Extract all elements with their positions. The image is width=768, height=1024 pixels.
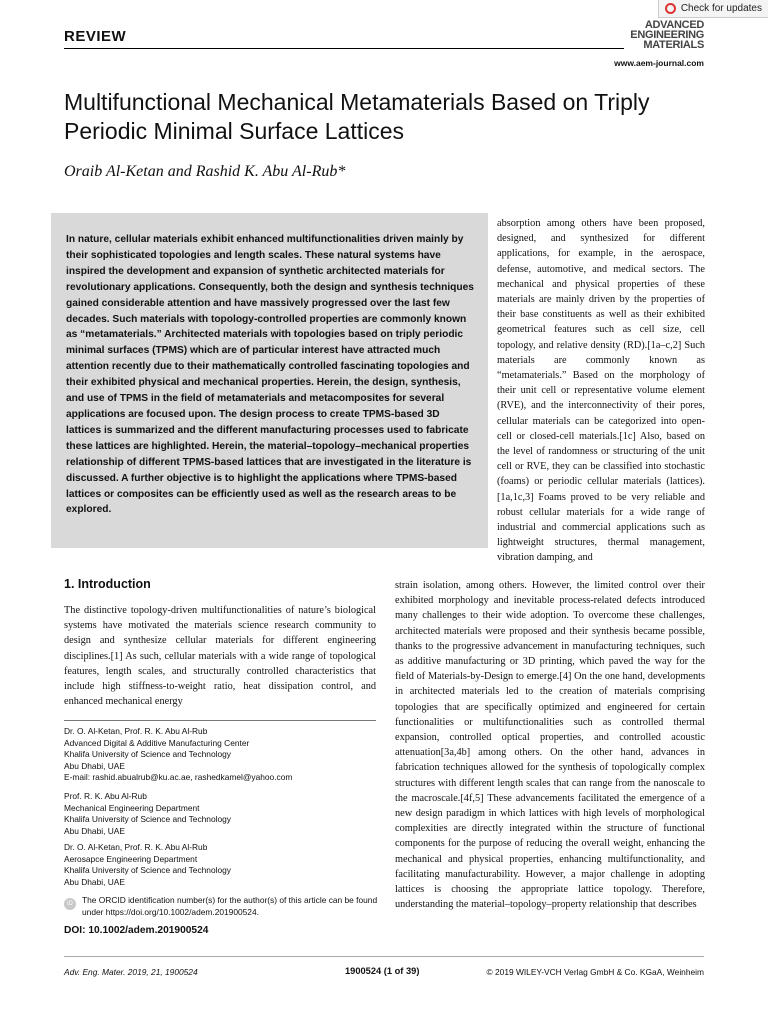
footer-copyright: © 2019 WILEY-VCH Verlag GmbH & Co. KGaA, Weinheim — [486, 967, 704, 977]
intro-paragraph-left: The distinctive topology-driven multifunctionalities of nature’s biological systems have motivated the materials science research community to design and synthesize cellular materials for different engineering disciplines.[1] As such, cellular materials with a wide range of topological features, length scales, and structurally controlled characteristics that include high stiffness-to-weight ratio, heat dissipation control, and enhanced mechanical energy — [64, 605, 376, 708]
logo-line-1: ADVANCED — [644, 19, 704, 31]
journal-logo — [630, 20, 704, 50]
section-heading-introduction: 1. Introduction — [64, 577, 151, 591]
intro-paragraph-right-bottom: strain isolation, among others. However, the limited control over their exhibited morphology and inevitable process-related defects introduced many challenges to their wide adoption. To overcome these challenges, architected materials were proposed and their synthesis became possible, thanks to the progressive advancement in manufacturing techniques, such as additive manufacturing or 3D printing, which paved the way for the field of Materials-by-Design to emerge.[4] On the one hand, developments in architected materials led to the creation of materials comprising topologies that are specifically optimized and engineered for certain functionalities or multifunctionalities such as controlled thermal expansion, controlled optical properties, and controlled acoustic attenuation[3a,4b] among others. On the other hand, advances in fabrication techniques allowed for the synthesis of topologically complex structures with different length scales that can range from the nanoscale to the macroscale.[4f,5] These advancements facilitated the emergence of a new design paradigm in which lattices with high levels of morphological complexities are directly integrated within the structure of functional components for the purpose of reducing the overall weight, enhancing the mechanical and physical properties, enhancing multifunctionality, and facilitating manufacturability. However, a major challenge in adopting lattices is choosing the appropriate lattice topology. Therefore, understanding the material–topology–property relationship that describes — [395, 580, 705, 911]
footer-citation: Adv. Eng. Mater. 2019, 21, 1900524 — [64, 967, 198, 977]
affiliation-2: Prof. R. K. Abu Al-Rub Mechanical Engineering Department Khalifa University of Science and Technology Abu Dhabi, UAE — [64, 791, 231, 836]
orcid-note: The ORCID identification number(s) for the author(s) of this article can be found under https://doi.org/10.1002/adem.201900524. — [82, 895, 378, 917]
doi-link[interactable]: DOI: 10.1002/adem.201900524 — [64, 925, 209, 936]
check-for-updates-label: Check for updates — [680, 3, 762, 14]
section-label: REVIEW — [64, 28, 127, 45]
affiliation-rule — [64, 720, 376, 721]
header-rule — [64, 48, 624, 49]
logo-line-2: ENGINEERING — [630, 29, 704, 41]
author-list: Oraib Al-Ketan and Rashid K. Abu Al-Rub* — [64, 163, 346, 180]
abstract-text: In nature, cellular materials exhibit enhanced multifunctionalities driven mainly by their sophisticated topologies and length scales. These natural systems have inspired the development and expansion of synthetic architected materials for revolutionary applications. Consequently, both the design and synthesis techniques gained considerable attention and have massively progressed over the last few decades. Such materials with topology-controlled properties are commonly known as “metamaterials.” Architected materials with topologies based on triply periodic minimal surfaces (TPMS) which are of particular interest have attracted much attention recently due to their mathematically controlled fascinating topologies and their exhibited physical and mechanical properties. Herein, the design, synthesis, and use of TPMS in the field of metamaterials and metacomposites for several applications are focused upon. The design process to create TPMS-based 3D lattices is summarized and the different manufacturing processes used to fabricate these lattices are highlighted. Herein, the material–topology–mechanical properties relationship of different TPMS-based lattices that are investigated in the literature is discussed. A further objective is to highlight the applications where TPMS-based lattices or composites can be efficiently used as well as the research areas to be explored. — [66, 234, 474, 516]
crossmark-icon — [665, 3, 676, 14]
logo-line-3: MATERIALS — [643, 39, 704, 51]
orcid-icon[interactable]: iD — [64, 898, 76, 910]
journal-url-link[interactable]: www.aem-journal.com — [614, 58, 704, 68]
footer-page-number: 1900524 (1 of 39) — [345, 966, 420, 976]
affiliation-1: Dr. O. Al-Ketan, Prof. R. K. Abu Al-Rub Advanced Digital & Additive Manufacturing Center Khalifa University of Science and Technology Abu Dhabi, UAE E-mail: rashid.abualrub@ku.ac.ae, rashedkamel@yahoo.com — [64, 726, 293, 782]
affiliation-3: Dr. O. Al-Ketan, Prof. R. K. Abu Al-Rub Aerosapce Engineering Department Khalifa University of Science and Technology Abu Dhabi, UAE — [64, 842, 231, 887]
intro-paragraph-right-top: absorption among others have been proposed, designed, and synthesized for different applications, for example, in the aerospace, defense, automotive, and medical sectors. The mechanical and physical properties of these materials are mainly driven by the properties of their base constituents as well as their exhibited geometrical features such as cell size, cell topology, and relative density (RD).[1a–c,2] Such materials are commonly known as “metamaterials.” Based on the morphology of their unit cell or representative volume element (RVE), and the interconnectivity of their pores, cellular materials can be categorized into open-cell or closed-cell materials.[1c] Also, based on the level of randomness or structuring of the unit cell or RVE, they can be classified into stochastic (foams) or periodic cellular materials (lattices).[1a,1c,3] Foams proved to be very reliable and robust cellular materials for a wide range of industrial and commercial applications such as lightweight structures, thermal management, vibration damping, and — [497, 218, 705, 564]
check-for-updates-button[interactable] — [658, 0, 768, 18]
article-title: Multifunctional Mechanical Metamaterials Based on Triply Periodic Minimal Surface Lattices — [64, 89, 650, 144]
footer-rule — [64, 956, 704, 957]
